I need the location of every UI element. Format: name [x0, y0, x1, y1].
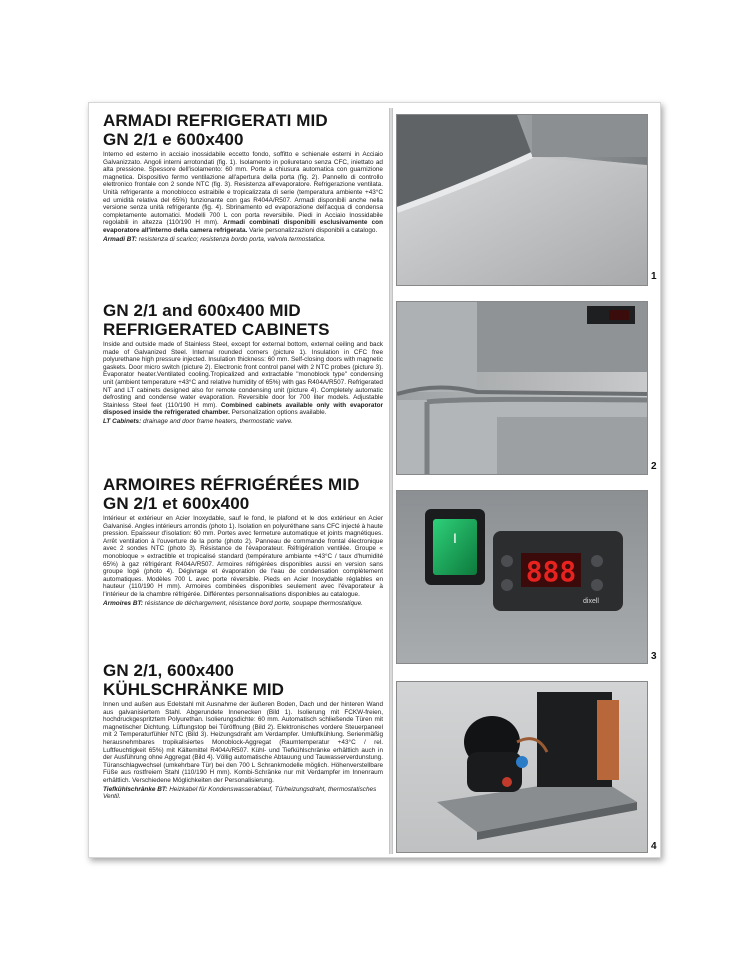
condensing-unit-photo — [396, 681, 648, 853]
section-note: Armoires BT: résistance de déchargement, résistance bord porte, soupape thermostatique. — [103, 599, 363, 607]
section-note: LT Cabinets: drainage and door frame heaters, thermostatic valve. — [103, 417, 293, 425]
photo-number: 3 — [651, 651, 657, 662]
photo-number: 4 — [651, 841, 657, 852]
section-subtitle: REFRIGERATED CABINETS — [103, 320, 330, 339]
control-panel-photo — [396, 490, 648, 664]
cabinet-corner-photo — [396, 114, 648, 286]
section-title: GN 2/1 and 600x400 MID — [103, 301, 301, 320]
section-italian — [103, 111, 383, 243]
photo-number: 1 — [651, 271, 657, 282]
door-frame-photo — [396, 301, 648, 475]
section-subtitle: GN 2/1 e 600x400 — [103, 130, 244, 149]
section-body: Inside and outside made of Stainless Steel, except for external bottom, external ceiling and back made of Galvanized Steel. Internal rounded corners (picture 1). Insulation in CFC free polyurethane high pressure injected. Insulation thickness: 60 mm. Self-closing doors with magnetic gaskets. Door micro switch (picture 2). Electronic front control panel with 2 NTC probes (picture 3). Evaporator heater.Ventilated cooling.Tropicalized and extractable "monoblock type" condensing unit (ambient temperature +43°C and relative humidity of 65%) with gas R404A/R507. Refrigerated NT and LT cabinets designed also for remote condensing unit (picture 4). Completely automatic defrosting and condense water evaporation. Reversible door for 700 liter models. Adjustable Stainless Steel feet (110/190 H mm). Combined cabinets available only with evaporator disposed inside the refrigerated chamber. Personalization options available. — [103, 341, 383, 417]
section-subtitle: GN 2/1 et 600x400 — [103, 494, 250, 513]
section-body: Intérieur et extérieur en Acier Inoxydable, sauf le fond, le plafond et le dos extérieur en Acier Galvanisé. Angles intérieurs arrondis (photo 1). Isolation en polyuréthane sans CFC injecté à haute pression. Epaisseur d'isolation: 60 mm. Portes avec fermeture automatique et joints magnétiques. Arrêt ventilation à l'ouverture de la porte (photo 2). Panneau de commande frontal électronique avec 2 sondes NTC (photo 3). Résistance de l'évaporateur. Réfrigération ventilée. Groupe « monobloque » extractible et tropicalisé standard (température ambiante +43°C / taux d'humidité 65%) à gaz réfrigérant R404A/R507. Armoires réfrigérées disponibles aussi en version sans groupe logé (photo 4). Dégivrage et évaporation de l'eau de condensation complètement automatiques. Modèles 700 L avec porte réversible. Pieds en Acier Inoxydable réglables en hauteur (110/190 H mm). Armoires combinées disponibles seulement avec l'évaporateur à l'intérieur de la chambre réfrigérée. Différentes personnalisations disponibles au catalogue. — [103, 515, 383, 598]
section-german — [103, 661, 383, 801]
section-french — [103, 475, 383, 607]
section-title: ARMOIRES RÉFRIGÉRÉES MID — [103, 475, 360, 494]
section-body: Innen und außen aus Edelstahl mit Ausnahme der äußeren Boden, Dach und der hinteren Wand aus galvanisiertem Stahl. Abgerundete Innenecken (Bild 1). Isolierung mit FCKW-freien, hochdruckgespritztem Polyurethan. Isolierungsdichte: 60 mm. Automatisch schließende Türen mit magnetischer Dichtung. Lüftungstop bei Türöffnung (Bild 2). Elektronisches vordere Steuerpaneel mit 2 Temperaturfühler NTC (Bild 3). Heizungsdraht am Verdampfer. Umluftkühlung. Serienmäßig herausnehmbares tropikalisiertes Monoblock-Aggregat (Raumtemperatur +43°C / rel. Luftfeuchtigkeit 65%) mit Kältemittel R404A/R507. Kühl- und Tiefkühlschränke erhältlich auch in der Ausführung ohne Aggregat (Bild 4). Völlig automatische Abtauung und Tauwasserverdunstung. Türanschlagwechsel (umkehrbare Tür) bei den 700 L Schrankmodelle möglich. Höhenverstellbare Füße aus rostfreiem Stahl (110/190 H mm). Kombi-Schränke nur mit Verdampfer im Innenraum erhältlich. Verschiedene Möglichkeiten der Personalisierung. — [103, 701, 383, 784]
section-title: GN 2/1, 600x400 — [103, 661, 234, 680]
display-digits: 888 — [525, 555, 577, 588]
section-body: Interno ed esterno in acciaio inossidabile eccetto fondo, soffitto e schienale esterni in Acciaio Galvanizzato. Angoli interni arrotondati (fig. 1). Isolamento in poliuretano senza CFC, iniettato ad alta pressione. Spessore dell'isolamento: 60 mm. Porte a chiusura automatica con guarnizione magnetica. Dispositivo fermo ventilazione all'apertura della porta (fig. 2). Pannello di controllo elettronico frontale con 2 sonde NTC (fig. 3). Resistenza all'evaporatore. Refrigerazione ventilata. Unità refrigerante a monoblocco estraibile e tropicalizzata di serie (temperatura ambiente +43°C ed umidità relativa del 65%) funzionante con gas R404A/R507. Armadi disponibili anche nella versione senza unità refrigerante (fig. 4). Sbrinamento ed evaporazione dell'acqua di condensa completamente automatici. Modelli 700 L con porta reversibile. Piedi in Acciaio Inossidabile regolabili in altezza (110/190 H mm). Armadi combinati disponibili esclusivamente con evaporatore all'interno della camera refrigerata. Varie personalizzazioni disponibili a catalogo. — [103, 151, 383, 234]
section-subtitle: KÜHLSCHRÄNKE MID — [103, 680, 285, 699]
brand-label: dixell — [583, 598, 599, 605]
catalog-page — [88, 102, 661, 858]
svg-text:I: I — [453, 530, 457, 546]
photo-number: 2 — [651, 461, 657, 472]
section-english — [103, 301, 383, 426]
section-note: Armadi BT: resistenza di scarico; resistenza bordo porta, valvola termostatica. — [103, 235, 326, 243]
section-note: Tiefkühlschränke BT: Heizkabel für Kondenswasserablauf, Türheizungsdraht, thermostatisches Ventil. — [103, 785, 377, 801]
section-title: ARMADI REFRIGERATI MID — [103, 111, 328, 130]
column-divider — [389, 108, 393, 854]
